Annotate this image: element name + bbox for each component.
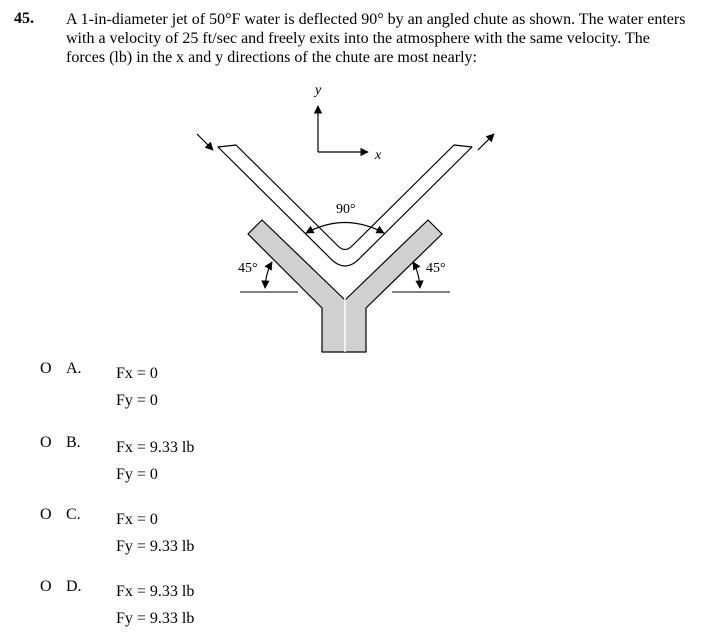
question-number: 45. (14, 10, 34, 27)
option-letter: B. (66, 434, 81, 451)
inlet-arrow (197, 134, 213, 150)
option-fy: Fy = 0 (116, 466, 158, 483)
option-fx: Fx = 0 (116, 365, 158, 382)
option-fy: Fy = 9.33 lb (116, 538, 195, 555)
question-line: with a velocity of 25 ft/sec and freely exits into the atmosphere with the same velocity. The (66, 30, 650, 47)
option-letter: D. (66, 578, 82, 595)
radio-icon[interactable]: O (40, 506, 52, 523)
radio-icon[interactable]: O (40, 434, 52, 451)
y-axis-label: y (315, 83, 322, 98)
option-fy: Fy = 9.33 lb (116, 610, 195, 627)
angle-label-90: 90° (336, 202, 356, 217)
radio-icon[interactable]: O (40, 578, 52, 595)
x-axis-label: x (375, 148, 382, 163)
option-fy: Fy = 0 (116, 392, 158, 409)
option-letter: C. (66, 506, 81, 523)
option-fx: Fx = 0 (116, 511, 158, 528)
angle-label-left: 45° (238, 261, 258, 276)
option-fx: Fx = 9.33 lb (116, 439, 195, 456)
option-letter: A. (66, 360, 82, 377)
question-line: forces (lb) in the x and y directions of the chute are most nearly: (66, 49, 477, 66)
option-fx: Fx = 9.33 lb (116, 583, 195, 600)
outlet-arrow (478, 134, 494, 150)
angle-arc-right (413, 262, 420, 288)
angle-label-right: 45° (426, 261, 446, 276)
question-line: A 1-in-diameter jet of 50°F water is deflected 90° by an angled chute as shown. The water enters (66, 11, 686, 28)
angle-arc-left (265, 262, 272, 288)
radio-icon[interactable]: O (40, 360, 52, 377)
